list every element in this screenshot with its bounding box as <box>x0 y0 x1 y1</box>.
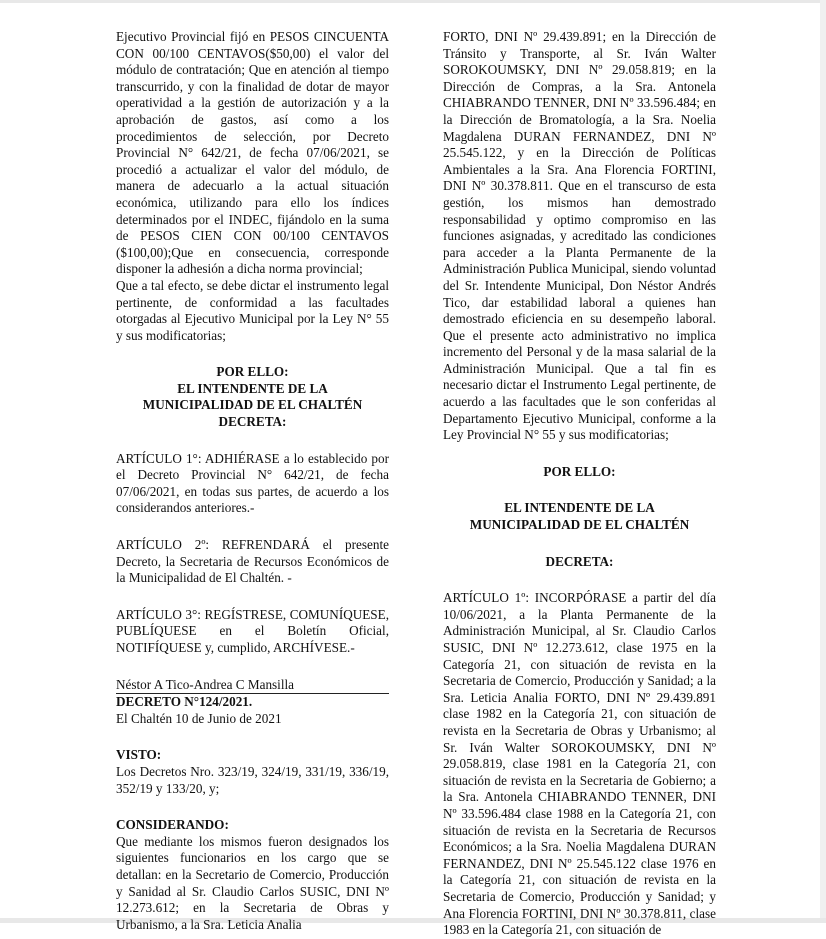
intro-paragraph: Ejecutivo Provincial fijó en PESOS CINCUENTA CON 00/100 CENTAVOS($50,00) el valor del módulo de contratación; Que en atención al tiempo transcurrido, y con la finalidad de dotar de mayor operatividad a la gestión de autorización y a la aprobación de gastos, así como a los procedimientos de selección, por Decreto Provincial N° 642/21, de fecha 07/06/2021, se procedió a actualizar el valor del módulo, de manera de adecuarlo a la actual situación económica, utilizando para ello los índices determinados por el INDEC, fijándolo en la suma de PESOS CIEN CON 00/100 CENTAVOS ($100,00);Que en consecuencia, corresponde disponer la adhesión a dicha norma provincial; <box>116 29 389 277</box>
decreto-date: El Chaltén 10 de Junio de 2021 <box>116 710 282 726</box>
signatures: Néstor A Tico-Andrea C Mansilla <box>116 677 389 695</box>
articulo-3: ARTÍCULO 3°: REGÍSTRESE, COMUNÍQUESE, PUBLÍQUESE en el Boletín Oficial, NOTIFÍQUESE y, cumplido, ARCHÍVESE.- <box>116 606 389 655</box>
decreta-heading: DECRETA: <box>218 414 287 430</box>
articulo-1-incorporase: ARTÍCULO 1º: INCORPÓRASE a partir del día 10/06/2021, a la Planta Permanente de la Administración Municipal, al Sr. Claudio Carlos SUSIC, DNI Nº 12.273.612, clase 1975 en la Categoría 21, con situación de revista en la Secretaria de Comercio, Producción y Sanidad; a la Sra. Leticia Analia FORTO, DNI Nº 29.439.891 clase 1982 en la Categoría 21, con situación de revista en la Secretaria de Obras y Urbanismo; al Sr. Iván Walter SOROKOUMSKY, DNI Nº 29.058.819, clase 1981 en la Categoría 21, con situación de revista en la Secretaria de Gobierno; a la Sra. Antonela CHIABRANDO TENNER, DNI Nº 33.596.484 clase 1988 en la Categoría 21, con situación de revista en la Secretaria de Recursos Económicos; a la Sra. Noelia Magdalena DURAN FERNANDEZ, DNI Nº 25.545.122 clase 1976 en la Categoría 21, con situación de revista en la Secretaria de Comercio, Producción y Sanidad; y Ana Florencia FORTINI, DNI Nº 30.378.811, clase 1983 en la Categoría 21, con situación de <box>443 590 716 938</box>
viewer-right-edge <box>820 0 826 923</box>
articulo-1: ARTÍCULO 1°: ADHIÉRASE a lo establecido por el Decreto Provincial N° 642/21, de fecha 07/06/2021, en todas sus partes, de acuerdo a los considerandos anteriores.- <box>116 450 389 516</box>
intendente-heading-line2: MUNICIPALIDAD DE EL CHALTÉN <box>142 397 363 413</box>
considerando-continuation: FORTO, DNI Nº 29.439.891; en la Dirección de Tránsito y Transporte, al Sr. Iván Walter SOROKOUMSKY, DNI Nº 29.058.819; en la Dirección de Compras, a la Sra. Antonela CHIABRANDO TENNER, DNI Nº 33.596.484; en la Dirección de Bromatología, a la Sra. Noelia Magdalena DURAN FERNANDEZ, DNI Nº 25.545.122, y en la Dirección de Políticas Ambientales a la Sra. Ana Florencia FORTINI, DNI Nº 30.378.811. Que en el transcurso de esta gestión, los mismos han demostrado responsabilidad y optimo compromiso en las funciones asignadas, y acreditado las condiciones para acceder a la Planta Permanente de la Administración Publica Municipal, siendo voluntad del Sr. Intendente Municipal, Don Néstor Andrés Tico, dar estabilidad laboral a quienes han demostrado eficiencia en su desempeño laboral. Que el presente acto administrativo no implica incremento del Personal y de la masa salarial de la Administración Municipal. Que a tal fin es necesario dictar el Instrumento Legal pertinente, de acuerdo a las facultades que le son conferidas al Departamento Ejecutivo Municipal, conforme a la Ley Provincial N° 55 y sus modificatorias; <box>443 29 716 443</box>
por-ello-heading: POR ELLO: <box>216 364 289 380</box>
articulo-2: ARTÍCULO 2º: REFRENDARÁ el presente Decreto, la Secretaria de Recursos Económicos de la Municipalidad de El Chaltén. - <box>116 537 389 586</box>
decreto-number: DECRETO N°124/2021. <box>116 694 253 710</box>
intro-paragraph-2: Que a tal efecto, se debe dictar el instrumento legal pertinente, de conformidad a las facultades otorgadas al Ejecutivo Municipal por la Ley N° 55 y sus modificatorias; <box>116 277 389 343</box>
viewer-top-edge <box>0 0 826 3</box>
por-ello-heading-2: POR ELLO: <box>543 463 616 479</box>
right-column <box>443 29 716 939</box>
left-column <box>116 29 389 933</box>
considerando-text: Que mediante los mismos fueron designados los siguientes funcionarios en los cargo que se detallan: en la Secretario de Comercio, Producción y Sanidad al Sr. Claudio Carlos SUSIC, DNI Nº 12.273.612; en la Secretaria de Obras y Urbanismo, a la Sra. Leticia Analia <box>116 833 389 932</box>
intendente-heading-2-line2: MUNICIPALIDAD DE EL CHALTÉN <box>469 517 690 533</box>
intendente-heading-2-line1: EL INTENDENTE DE LA <box>504 500 655 516</box>
visto-heading: VISTO: <box>116 747 162 763</box>
intendente-heading-line1: EL INTENDENTE DE LA <box>177 380 328 396</box>
visto-text: Los Decretos Nro. 323/19, 324/19, 331/19, 336/19, 352/19 y 133/20, y; <box>116 763 389 796</box>
decreta-heading-2: DECRETA: <box>545 553 614 569</box>
considerando-heading: CONSIDERANDO: <box>116 817 229 833</box>
